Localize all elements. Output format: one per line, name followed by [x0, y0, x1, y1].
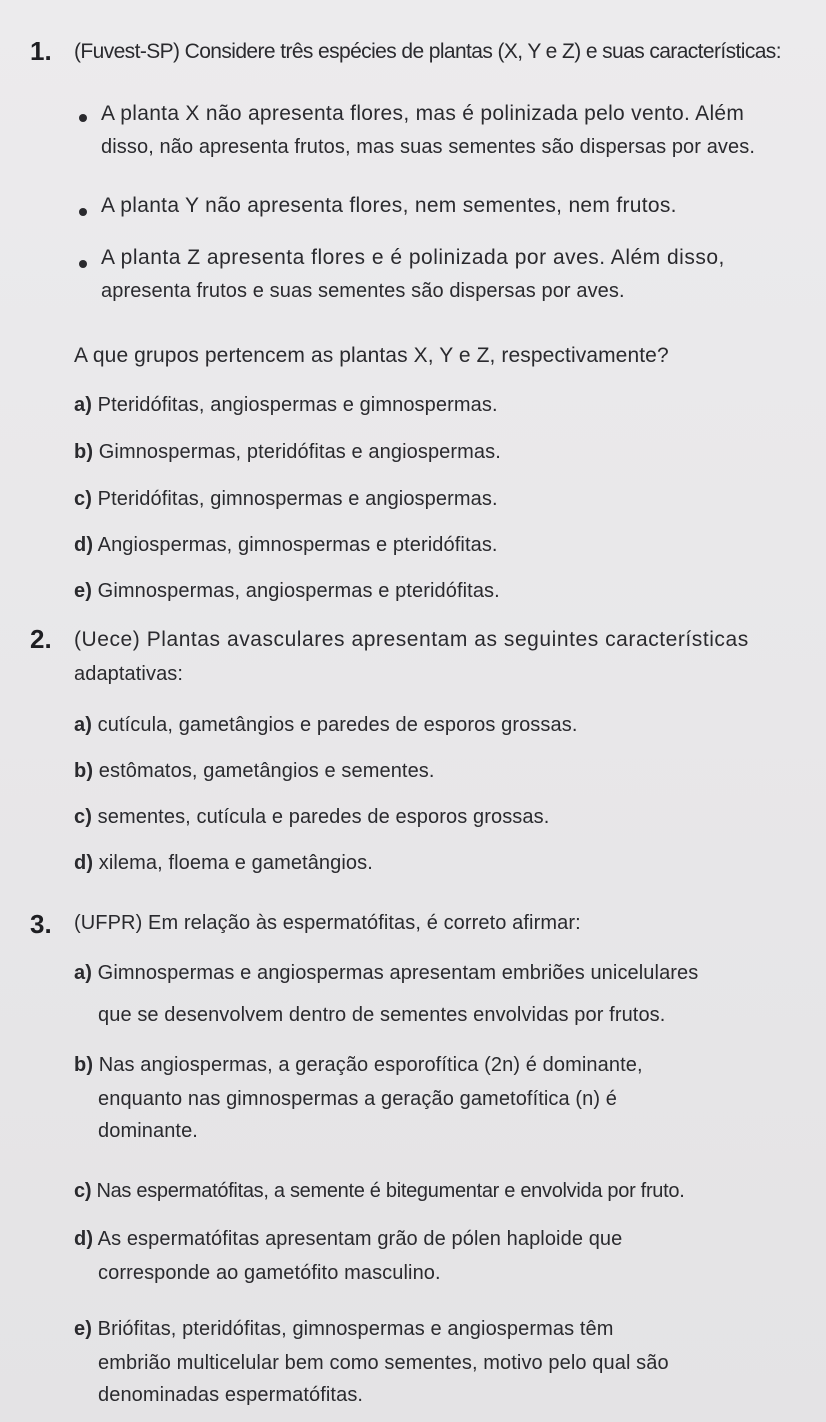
option-letter: d): [74, 1228, 94, 1250]
option-letter: c): [74, 806, 92, 828]
option-text-continued: enquanto nas gimnospermas a geração gametofítica (n) é: [98, 1088, 618, 1110]
bullet-text: A planta Y não apresenta flores, nem sementes, nem frutos.: [101, 194, 677, 217]
question-number: 2.: [30, 624, 52, 654]
answer-option: [74, 714, 577, 737]
option-text: Gimnospermas e angiospermas apresentam embriões unicelulares: [97, 962, 699, 984]
bullet-text: disso, não apresenta frutos, mas suas sementes são dispersas por aves.: [101, 136, 756, 158]
option-letter: b): [74, 1054, 94, 1076]
answer-option: [74, 760, 435, 783]
option-letter: a): [74, 714, 92, 736]
option-text-continued: embrião multicelular bem como sementes, motivo pelo qual são: [98, 1352, 669, 1374]
option-text: Angiospermas, gimnospermas e pteridófitas.: [97, 534, 498, 556]
option-letter: a): [74, 962, 92, 984]
answer-option: [74, 962, 698, 985]
option-text-continued: que se desenvolvem dentro de sementes envolvidas por frutos.: [98, 1004, 666, 1026]
option-text: Gimnospermas, angiospermas e pteridófitas.: [97, 580, 500, 602]
answer-option: [74, 1318, 613, 1341]
answer-option: [74, 580, 500, 603]
answer-option: [74, 534, 498, 557]
answer-option: [74, 394, 498, 417]
option-letter: e): [74, 1318, 92, 1340]
question-stem: (UFPR) Em relação às espermatófitas, é correto afirmar:: [74, 912, 581, 934]
answer-option: [74, 1228, 622, 1251]
option-text: xilema, floema e gametângios.: [98, 852, 373, 874]
answer-option: [74, 806, 549, 829]
question-number: 3.: [30, 909, 52, 939]
option-text: Gimnospermas, pteridófitas e angiospermas.: [98, 441, 501, 463]
bullet-icon: [79, 114, 87, 122]
option-letter: b): [74, 441, 94, 463]
option-letter: d): [74, 852, 94, 874]
option-text: Pteridófitas, gimnospermas e angiospermas.: [97, 488, 498, 510]
bullet-icon: [79, 260, 87, 268]
answer-option: [74, 1180, 684, 1203]
option-text: Nas espermatófitas, a semente é bitegumentar e envolvida por fruto.: [96, 1180, 685, 1202]
option-text-continued: denominadas espermatófitas.: [98, 1384, 364, 1406]
option-letter: e): [74, 580, 92, 602]
option-text: Nas angiospermas, a geração esporofítica (2n) é dominante,: [98, 1054, 643, 1076]
option-text-continued: corresponde ao gametófito masculino.: [98, 1262, 441, 1284]
option-text: As espermatófitas apresentam grão de pólen haploide que: [97, 1228, 623, 1250]
answer-option: [74, 1054, 643, 1077]
question-stem: adaptativas:: [74, 663, 184, 685]
question-stem: (Fuvest-SP) Considere três espécies de plantas (X, Y e Z) e suas características:: [74, 40, 781, 63]
answer-option: [74, 488, 498, 511]
question-stem: (Uece) Plantas avasculares apresentam as seguintes características: [74, 628, 749, 651]
option-letter: c): [74, 1180, 92, 1202]
option-text: cutícula, gametângios e paredes de esporos grossas.: [97, 714, 578, 736]
option-text-continued: dominante.: [98, 1120, 198, 1142]
option-text: sementes, cutícula e paredes de esporos grossas.: [97, 806, 550, 828]
bullet-text: A planta X não apresenta flores, mas é polinizada pelo vento. Além: [101, 102, 745, 125]
bullet-text: apresenta frutos e suas sementes são dispersas por aves.: [101, 280, 625, 302]
option-letter: c): [74, 488, 92, 510]
option-letter: b): [74, 760, 94, 782]
option-text: Briófitas, pteridófitas, gimnospermas e angiospermas têm: [97, 1318, 614, 1340]
answer-option: [74, 852, 373, 875]
option-text: estômatos, gametângios e sementes.: [98, 760, 435, 782]
bullet-icon: [79, 208, 87, 216]
question-number: 1.: [30, 36, 52, 66]
answer-option: [74, 441, 501, 464]
option-letter: d): [74, 534, 94, 556]
option-text: Pteridófitas, angiospermas e gimnospermas.: [97, 394, 498, 416]
option-letter: a): [74, 394, 92, 416]
question-prompt: A que grupos pertencem as plantas X, Y e Z, respectivamente?: [74, 344, 669, 367]
bullet-text: A planta Z apresenta flores e é polinizada por aves. Além disso,: [101, 246, 725, 269]
